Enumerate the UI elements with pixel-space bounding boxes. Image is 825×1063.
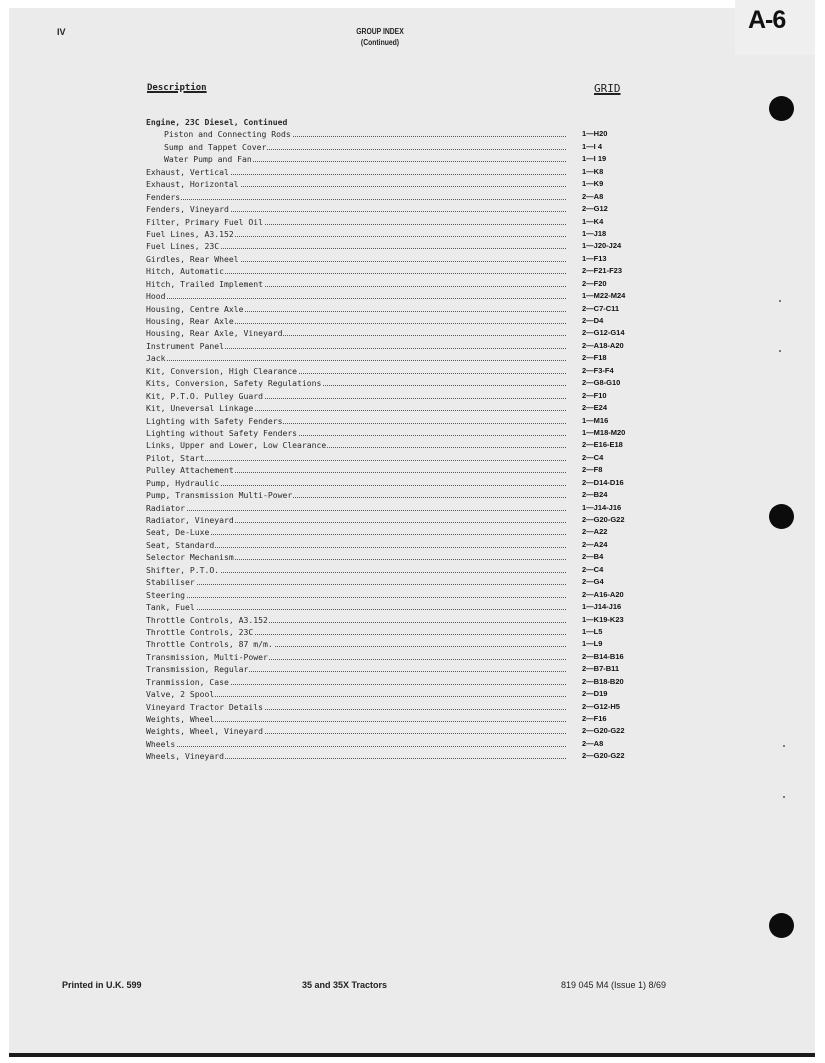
index-entry: [146, 303, 666, 315]
entry-description: [146, 178, 566, 190]
footer-printed: Printed in U.K. 599: [62, 980, 142, 990]
index-entry: [146, 116, 666, 128]
index-entry: [146, 725, 666, 737]
entry-description: [146, 365, 566, 377]
entry-description-text: Housing, Rear Axle, Vineyard: [146, 328, 283, 339]
index-entry: [146, 464, 666, 476]
entry-description-text: Vineyard Tractor Details: [146, 701, 263, 712]
entry-grid-ref: 2—B4: [582, 552, 604, 562]
index-entry: [146, 327, 666, 339]
index-entry: [146, 402, 666, 414]
index-entry: [146, 539, 666, 551]
title: GROUP INDEX: [356, 27, 404, 36]
entry-grid-ref: 2—A18-A20: [582, 340, 624, 350]
entry-description: [146, 116, 566, 128]
entry-description: [164, 153, 566, 165]
footer-model: 35 and 35X Tractors: [302, 980, 388, 990]
entry-description-text: Seat, De-Luxe: [146, 527, 210, 538]
entry-grid-ref: 1—H20: [582, 129, 608, 139]
index-entry: [146, 178, 666, 190]
index-entry: [146, 141, 666, 153]
index-entry: [146, 576, 666, 588]
entry-grid-ref: 2—F8: [582, 465, 603, 475]
entry-grid-ref: 1—K4: [582, 216, 604, 226]
entry-description-text: Links, Upper and Lower, Low Clearance: [146, 440, 327, 451]
entry-grid-ref: 2—C7-C11: [582, 303, 620, 313]
entry-grid-ref: 2—B7-B11: [582, 664, 620, 674]
entry-description-text: Pilot, Start: [146, 452, 205, 463]
entry-description: [146, 725, 566, 737]
entry-grid-ref: 2—F16: [582, 714, 607, 723]
entry-grid-ref: 2—F21-F23: [582, 266, 623, 276]
binder-hole-icon: [769, 913, 794, 938]
entry-description: [146, 253, 566, 265]
entry-description-text: Throttle Controls, 23C: [146, 626, 254, 637]
entry-grid-ref: 2—B14-B16: [582, 651, 624, 661]
section-number: IV: [57, 27, 66, 37]
entry-grid-ref: 2—F20: [582, 278, 607, 288]
entry-grid-ref: 1—M22-M24: [582, 291, 626, 301]
entry-description-text: Wheels, Vineyard: [146, 751, 224, 762]
index-entry: [146, 701, 666, 713]
entry-description-text: Pulley Attachement: [146, 465, 234, 476]
binder-hole-icon: [769, 96, 794, 121]
entry-description-text: Valve, 2 Spool: [146, 689, 215, 700]
entry-description-text: Hitch, Automatic: [146, 266, 224, 277]
entry-grid-ref: 1—I 19: [582, 154, 607, 164]
entry-description: [146, 315, 566, 327]
entry-description-text: Jack: [146, 353, 166, 364]
column-header-description: Description: [147, 83, 207, 93]
entry-description: [146, 240, 566, 252]
entry-description-text: Filter, Primary Fuel Oil: [146, 216, 263, 227]
entry-description: [146, 526, 566, 538]
index-entry: [146, 278, 666, 290]
entry-grid-ref: 1—J20-J24: [582, 241, 622, 251]
index-entry: [146, 626, 666, 638]
entry-description: [146, 464, 566, 476]
entry-description: [146, 614, 566, 626]
entry-grid-ref: 2—A8: [582, 738, 604, 748]
entry-description-text: Kit, Conversion, High Clearance: [146, 365, 298, 376]
entry-description-text: Engine, 23C Diesel, Continued: [146, 117, 288, 127]
entry-description-text: Kit, P.T.O. Pulley Guard: [146, 390, 263, 401]
entry-description: [146, 228, 566, 240]
entry-description: [146, 601, 566, 613]
index-entry: [146, 128, 666, 140]
entry-grid-ref: 2—G20-G22: [582, 751, 625, 761]
index-entry: [146, 315, 666, 327]
index-entry: [146, 638, 666, 650]
entry-description-text: Fenders: [146, 191, 181, 202]
entry-description-text: Wheels: [146, 738, 176, 749]
entry-description: [146, 576, 566, 588]
entry-description-text: Seat, Standard: [146, 539, 215, 550]
entry-grid-ref: 2—F10: [582, 390, 607, 400]
entry-description-text: Transmission, Multi-Power: [146, 651, 268, 662]
entry-description-text: Housing, Rear Axle: [146, 316, 234, 326]
index-entry: [146, 390, 666, 402]
index-entry: [146, 502, 666, 514]
entry-description: [146, 390, 566, 402]
index-entry: [146, 191, 666, 203]
index-entry: [146, 489, 666, 501]
entry-description-text: Throttle Controls, A3.152: [146, 614, 268, 625]
index-entry: [146, 526, 666, 538]
entry-description: [146, 651, 566, 663]
entry-grid-ref: 2—A22: [582, 527, 608, 537]
entry-description-text: Lighting with Safety Fenders: [146, 415, 283, 426]
entry-description: [146, 265, 566, 277]
entry-description-text: Pump, Hydraulic: [146, 477, 220, 488]
entry-grid-ref: 2—A24: [582, 539, 608, 549]
index-entry: [146, 551, 666, 563]
entry-description-text: Fuel Lines, A3.152: [146, 228, 234, 239]
entry-grid-ref: 1—L5: [582, 626, 603, 636]
speck: [779, 300, 781, 302]
entry-description: [146, 626, 566, 638]
entry-description: [146, 502, 566, 514]
entry-grid-ref: 2—C4: [582, 452, 604, 462]
index-entry: [146, 614, 666, 626]
index-entry: [146, 365, 666, 377]
entry-description-text: Tank, Fuel: [146, 602, 195, 613]
entry-description-text: Sump and Tappet Cover: [164, 141, 267, 152]
index-entry: [146, 439, 666, 451]
entry-description: [146, 539, 566, 551]
entry-description-text: Exhaust, Horizontal: [146, 179, 239, 190]
index-entry: [146, 427, 666, 439]
binder-hole-icon: [769, 504, 794, 529]
index-entry: [146, 290, 666, 302]
entry-grid-ref: 1—K9: [582, 179, 604, 189]
page-title: [338, 26, 423, 48]
entry-grid-ref: 2—D4: [582, 316, 604, 325]
entry-description-text: Selector Mechanism: [146, 552, 234, 563]
entry-description: [146, 701, 566, 713]
index-entry: [146, 514, 666, 526]
entry-grid-ref: 1—J14-J16: [582, 502, 622, 512]
index-entry: [146, 601, 666, 613]
index-entry: [146, 153, 666, 165]
entry-grid-ref: 1—M16: [582, 415, 609, 425]
entry-grid-ref: 2—E16-E18: [582, 440, 623, 450]
entry-description: [146, 489, 566, 501]
entry-description-text: Pump, Transmission Multi-Power: [146, 490, 293, 501]
entry-description: [146, 377, 566, 389]
entry-grid-ref: 2—G12-G14: [582, 328, 625, 338]
entry-description-text: Housing, Centre Axle: [146, 303, 244, 314]
tab-label: A-6: [748, 6, 786, 34]
entry-description-text: Piston and Connecting Rods: [164, 129, 291, 140]
entry-grid-ref: 2—G12: [582, 204, 608, 214]
index-entry: [146, 216, 666, 228]
entry-grid-ref: 2—G20-G22: [582, 515, 625, 524]
entry-description: [146, 514, 566, 526]
entry-grid-ref: 1—J14-J16: [582, 602, 622, 612]
entry-description-text: Radiator: [146, 502, 185, 513]
entry-description: [146, 688, 566, 700]
entry-description: [146, 402, 566, 414]
entry-description-text: Weights, Wheel: [146, 714, 215, 724]
index-entry: [146, 477, 666, 489]
index-entry: [146, 253, 666, 265]
entry-grid-ref: 1—M18-M20: [582, 427, 626, 437]
entry-description-text: Kit, Uneversal Linkage: [146, 403, 254, 414]
entry-grid-ref: 1—J18: [582, 228, 607, 238]
entry-grid-ref: 2—A16-A20: [582, 589, 624, 599]
entry-description: [164, 141, 566, 153]
index-entry: [146, 228, 666, 240]
index-entry: [146, 738, 666, 750]
entry-description: [146, 551, 566, 563]
column-header-grid: GRID: [594, 82, 621, 95]
entry-grid-ref: 1—K8: [582, 166, 604, 176]
entry-grid-ref: 2—G20-G22: [582, 726, 625, 736]
entry-grid-ref: 2—G8-G10: [582, 378, 621, 388]
entry-grid-ref: 2—A8: [582, 191, 604, 201]
entry-description: [146, 713, 566, 725]
index-entry: [146, 377, 666, 389]
entry-grid-ref: 2—C4: [582, 564, 604, 574]
entry-grid-ref: 1—I 4: [582, 141, 603, 151]
index-entry: [146, 713, 666, 725]
entry-description: [164, 128, 566, 140]
entry-description: [146, 477, 566, 489]
entry-description: [146, 352, 566, 364]
entry-grid-ref: 2—B24: [582, 490, 608, 500]
entry-description-text: Water Pump and Fan: [164, 154, 252, 165]
entry-description-text: Hood: [146, 291, 166, 302]
speck: [783, 796, 785, 798]
index-entry: [146, 688, 666, 700]
entry-description: [146, 191, 566, 203]
entry-description-text: Girdles, Rear Wheel: [146, 253, 239, 264]
index-entry: [146, 166, 666, 178]
entry-description-text: Lighting without Safety Fenders: [146, 427, 298, 438]
entry-description: [146, 750, 566, 762]
entry-description-text: Radiator, Vineyard: [146, 515, 234, 525]
entry-grid-ref: 2—F18: [582, 353, 607, 363]
index-entry: [146, 750, 666, 762]
entry-description: [146, 676, 566, 688]
entry-description: [146, 638, 566, 650]
index-entry: [146, 564, 666, 576]
entry-grid-ref: 1—F13: [582, 253, 607, 263]
index-entry: [146, 203, 666, 215]
entry-description: [146, 439, 566, 451]
entry-description-text: Hitch, Trailed Implement: [146, 278, 263, 289]
index-entry: [146, 240, 666, 252]
entry-description: [146, 278, 566, 290]
entry-description: [146, 427, 566, 439]
entry-description: [146, 166, 566, 178]
entry-description-text: Steering: [146, 589, 185, 600]
entry-grid-ref: 2—F3-F4: [582, 365, 614, 375]
subtitle: (Continued): [360, 38, 400, 47]
entry-description: [146, 564, 566, 576]
entry-description-text: Fenders, Vineyard: [146, 204, 229, 215]
index-list: [146, 116, 666, 763]
index-entry: [146, 651, 666, 663]
index-entry: [146, 589, 666, 601]
entry-grid-ref: 2—E24: [582, 403, 608, 413]
entry-description: [146, 738, 566, 750]
index-entry: [146, 676, 666, 688]
entry-description: [146, 203, 566, 215]
entry-description-text: Throttle Controls, 87 m/m.: [146, 639, 273, 650]
entry-description-text: Kits, Conversion, Safety Regulations: [146, 378, 322, 389]
entry-description: [146, 216, 566, 228]
index-entry: [146, 265, 666, 277]
entry-grid-ref: 2—G12-H5: [582, 701, 620, 711]
entry-grid-ref: 1—L9: [582, 639, 603, 649]
entry-description: [146, 327, 566, 339]
index-entry: [146, 415, 666, 427]
entry-description-text: Fuel Lines, 23C: [146, 241, 220, 252]
entry-grid-ref: 2—D19: [582, 689, 608, 699]
index-entry: [146, 452, 666, 464]
entry-grid-ref: 1—K19-K23: [582, 614, 624, 624]
entry-description: [146, 452, 566, 464]
index-entry: [146, 340, 666, 352]
entry-grid-ref: 2—G4: [582, 577, 604, 587]
entry-description: [146, 589, 566, 601]
speck: [779, 350, 781, 352]
entry-description-text: Tranmission, Case: [146, 676, 229, 687]
entry-description: [146, 340, 566, 352]
entry-description: [146, 303, 566, 315]
entry-grid-ref: 2—B18-B20: [582, 676, 624, 686]
entry-description-text: Transmission, Regular: [146, 664, 249, 675]
speck: [783, 745, 785, 747]
entry-description-text: Instrument Panel: [146, 340, 224, 351]
index-entry: [146, 352, 666, 364]
entry-description: [146, 663, 566, 675]
entry-description: [146, 415, 566, 427]
footer-part-number: 819 045 M4 (Issue 1) 8/69: [561, 980, 667, 990]
entry-description-text: Stabiliser: [146, 577, 195, 588]
entry-description-text: Exhaust, Vertical: [146, 166, 229, 177]
entry-description: [146, 290, 566, 302]
index-entry: [146, 663, 666, 675]
entry-description-text: Shifter, P.T.O.: [146, 564, 220, 575]
entry-description-text: Weights, Wheel, Vineyard: [146, 726, 263, 737]
entry-grid-ref: 2—D14-D16: [582, 477, 624, 487]
